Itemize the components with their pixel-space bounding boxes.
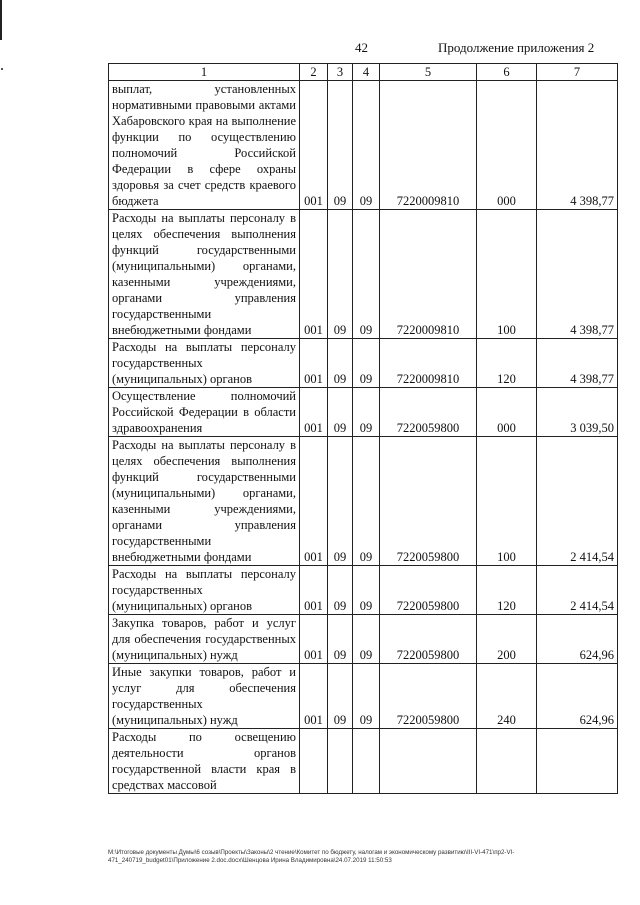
expense-type-code: 240: [477, 664, 537, 729]
table-row: [109, 81, 618, 210]
target-article-code: [380, 729, 477, 794]
page-number: 42: [355, 40, 368, 55]
column-header: 1: [109, 64, 300, 81]
expense-type-code: 120: [477, 339, 537, 388]
amount: [537, 729, 618, 794]
subsection-code: 09: [353, 388, 380, 437]
budget-table: [108, 63, 618, 794]
expense-type-code: 200: [477, 615, 537, 664]
expense-description: Иные закупки товаров, работ и услуг для обеспечения государственных (муниципальных) нужд: [109, 664, 300, 729]
amount: 4 398,77: [537, 210, 618, 339]
section-code: 09: [328, 566, 353, 615]
subsection-code: 09: [353, 437, 380, 566]
subsection-code: 09: [353, 615, 380, 664]
scan-margin-bar: [0, 0, 2, 40]
ministry-code: 001: [300, 566, 328, 615]
expense-type-code: 120: [477, 566, 537, 615]
target-article-code: 7220009810: [380, 210, 477, 339]
target-article-code: 7220059800: [380, 615, 477, 664]
ministry-code: 001: [300, 664, 328, 729]
expense-type-code: 100: [477, 437, 537, 566]
expense-type-code: 000: [477, 81, 537, 210]
amount: 624,96: [537, 615, 618, 664]
amount: 4 398,77: [537, 81, 618, 210]
ministry-code: 001: [300, 388, 328, 437]
expense-description: Закупка товаров, работ и услуг для обеспечения государственных (муниципальных) нужд: [109, 615, 300, 664]
expense-type-code: 100: [477, 210, 537, 339]
table-row: [109, 388, 618, 437]
expense-description: Расходы на выплаты персоналу государственных (муниципальных) органов: [109, 339, 300, 388]
subsection-code: 09: [353, 566, 380, 615]
amount: 2 414,54: [537, 437, 618, 566]
table-row: [109, 615, 618, 664]
column-header: 6: [477, 64, 537, 81]
section-code: 09: [328, 81, 353, 210]
section-code: 09: [328, 339, 353, 388]
amount: 2 414,54: [537, 566, 618, 615]
subsection-code: 09: [353, 81, 380, 210]
subsection-code: 09: [353, 664, 380, 729]
target-article-code: 7220059800: [380, 566, 477, 615]
table-row: [109, 210, 618, 339]
continuation-title: Продолжение приложения 2: [438, 40, 595, 55]
target-article-code: 7220009810: [380, 81, 477, 210]
expense-description: Расходы на выплаты персоналу в целях обеспечения выполнения функций государственными (муниципальными) органами, казенными учреждениями, органами управления государственными внебюджетными фондами: [109, 437, 300, 566]
target-article-code: 7220059800: [380, 388, 477, 437]
table-row: [109, 664, 618, 729]
section-code: 09: [328, 210, 353, 339]
subsection-code: 09: [353, 210, 380, 339]
column-number-row: [109, 64, 618, 81]
ministry-code: 001: [300, 210, 328, 339]
column-header: 7: [537, 64, 618, 81]
expense-type-code: 000: [477, 388, 537, 437]
subsection-code: [353, 729, 380, 794]
file-path-footer: M:\Итоговые документы Думы\6 созыв\Проекты\Законы\2 чтение\Комитет по бюджету, налогам и экономическому развитию\III-VI-471\пр2-VI-471_240719_budget01\Приложение 2.doc.docx\Шенцова Ирина Владимировна\24.07.2019 11:50:53: [108, 849, 515, 864]
target-article-code: 7220059800: [380, 437, 477, 566]
ministry-code: 001: [300, 81, 328, 210]
column-header: 5: [380, 64, 477, 81]
expense-description: Расходы на выплаты персоналу в целях обеспечения выполнения функций государственными (муниципальными) органами, казенными учреждениями, органами управления государственными внебюджетными фондами: [109, 210, 300, 339]
column-header: 4: [353, 64, 380, 81]
expense-type-code: [477, 729, 537, 794]
expense-description: Расходы на выплаты персоналу государственных (муниципальных) органов: [109, 566, 300, 615]
section-code: 09: [328, 664, 353, 729]
amount: 4 398,77: [537, 339, 618, 388]
section-code: 09: [328, 615, 353, 664]
column-header: 2: [300, 64, 328, 81]
table-row: [109, 339, 618, 388]
amount: 624,96: [537, 664, 618, 729]
target-article-code: 7220009810: [380, 339, 477, 388]
expense-description: Осуществление полномочий Российской Федерации в области здравоохранения: [109, 388, 300, 437]
target-article-code: 7220059800: [380, 664, 477, 729]
section-code: [328, 729, 353, 794]
column-header: 3: [328, 64, 353, 81]
table-row: [109, 729, 618, 794]
ministry-code: [300, 729, 328, 794]
table-row: [109, 437, 618, 566]
ministry-code: 001: [300, 615, 328, 664]
table-row: [109, 566, 618, 615]
expense-description: Расходы по освещению деятельности органов государственной власти края в средствах массовой: [109, 729, 300, 794]
ministry-code: 001: [300, 339, 328, 388]
amount: 3 039,50: [537, 388, 618, 437]
section-code: 09: [328, 388, 353, 437]
expense-description: выплат, установленных нормативными правовыми актами Хабаровского края на выполнение функции по осуществлению полномочий Российской Федерации в сфере охраны здоровья за счет средств краевого бюджета: [109, 81, 300, 210]
subsection-code: 09: [353, 339, 380, 388]
scan-margin-mark: [1, 68, 3, 70]
ministry-code: 001: [300, 437, 328, 566]
section-code: 09: [328, 437, 353, 566]
